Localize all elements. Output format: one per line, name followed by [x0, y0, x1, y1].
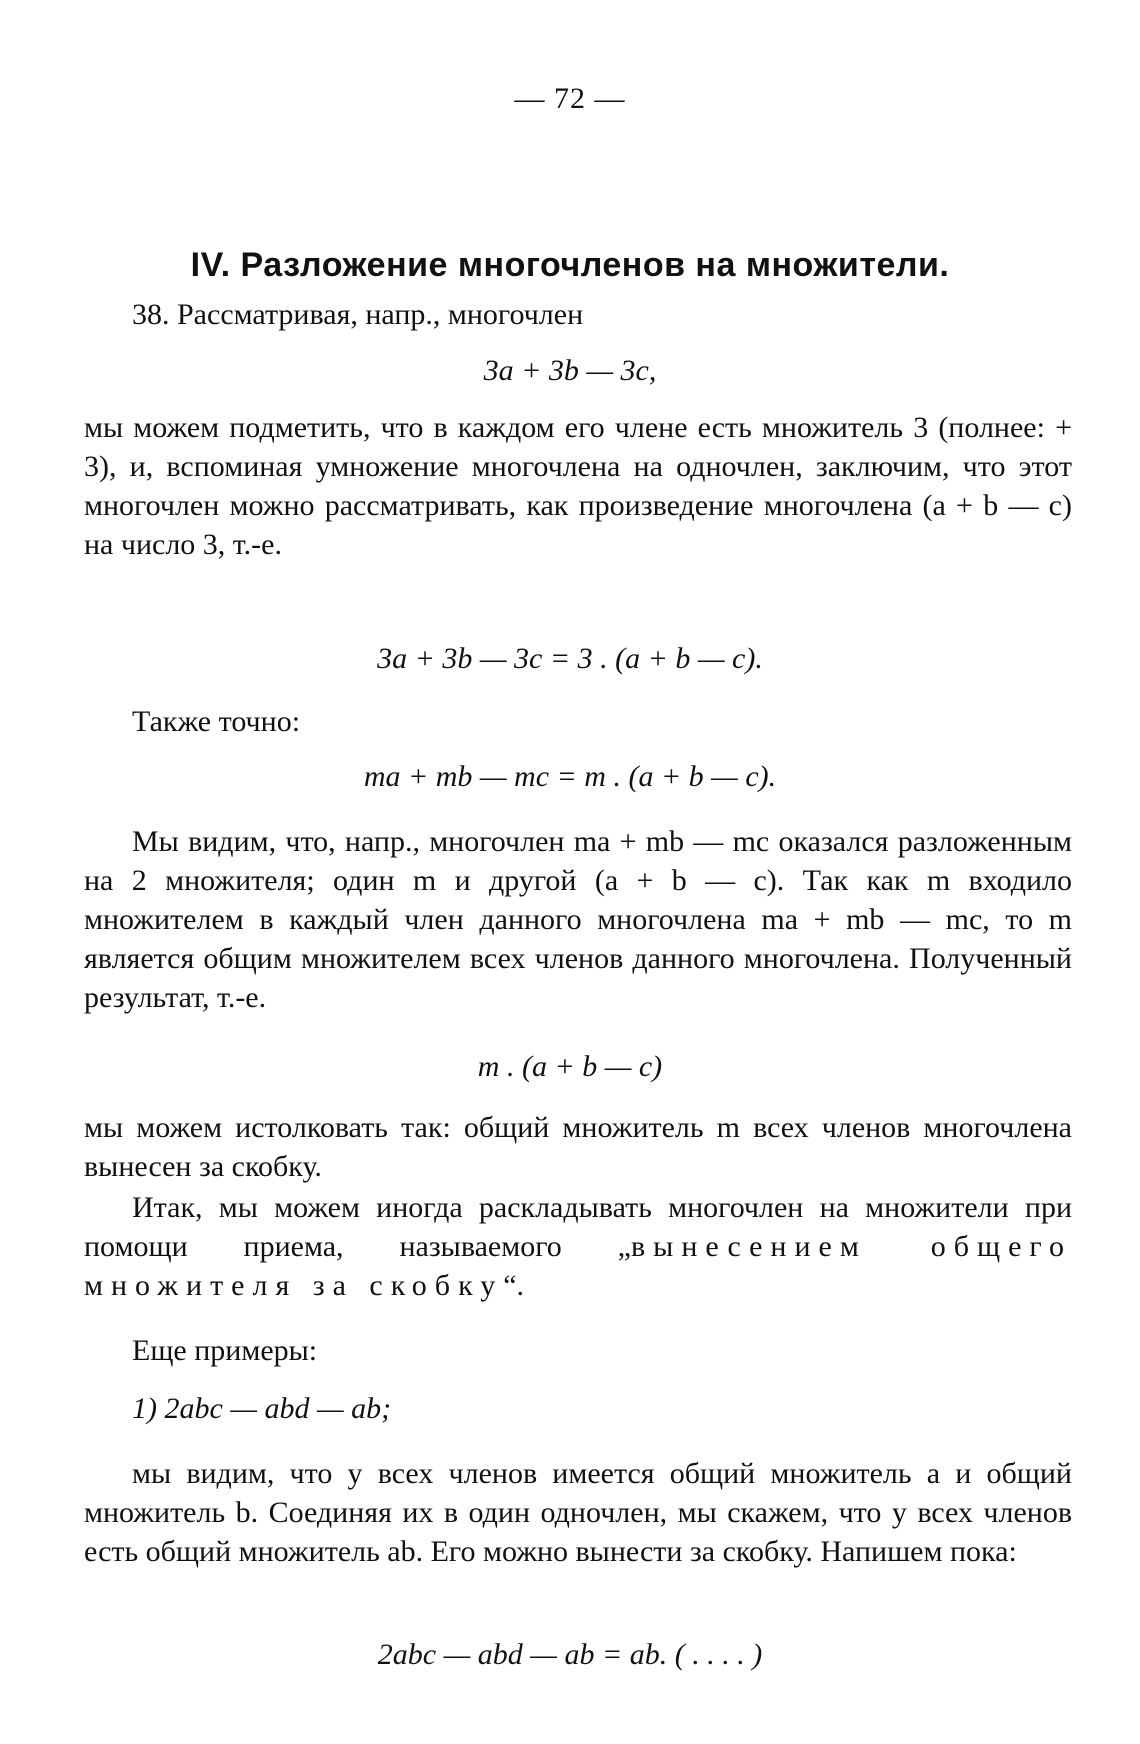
- paragraph-4: мы можем истолковать так: общий множитель m всех членов многочлена вынесен за скобку.: [84, 1111, 1072, 1183]
- paragraph-38-intro: 38. Рассматривая, напр., многочлен: [132, 298, 584, 331]
- formula-5: 2abc — abd — ab = ab. ( . . . . ): [377, 1638, 763, 1671]
- formula-4: m . (a + b — c): [477, 1050, 663, 1083]
- formula-3: ma + mb — mc = m . (a + b — c).: [363, 760, 777, 793]
- paragraph-5-emphasis: вынесением общего множителя за скобку: [84, 1230, 1072, 1302]
- chapter-title: IV. Разложение многочленов на множители.: [190, 246, 950, 284]
- more-examples-label: Еще примеры:: [132, 1334, 318, 1367]
- paragraph-6: мы видим, что у всех членов имеется общий множитель a и общий множитель b. Соединяя их в один одночлен, мы скажем, что у всех членов есть общий множитель ab. Его можно вынести за скобку. Напишем пока:: [84, 1457, 1072, 1568]
- paragraph-2: мы можем подметить, что в каждом его члене есть множитель 3 (полнее: + 3), и, вспоминая умножение многочлена на одночлен, заключим, что этот многочлен можно рассматривать, как произведение многочлена (a + b — c) на число 3, т.-е.: [84, 411, 1072, 561]
- paragraph-5-text: Итак, мы можем иногда раскладывать многочлен на множители при помощи приема, называемого „: [84, 1191, 1072, 1263]
- page-number: — 72 —: [514, 82, 626, 115]
- example-1: 1) 2abc — abd — ab;: [132, 1392, 392, 1425]
- paragraph-5-end: “.: [503, 1269, 525, 1302]
- formula-2: 3a + 3b — 3c = 3 . (a + b — c).: [377, 642, 763, 675]
- paragraph-5: [84, 1188, 1072, 1305]
- formula-1: 3a + 3b — 3c,: [483, 354, 657, 387]
- also-exactly-label: Также точно:: [132, 705, 301, 738]
- paragraph-3: Мы видим, что, напр., многочлен ma + mb — mc оказался разложенным на 2 множителя; один m и другой (a + b — c). Так как m входило множителем в каждый член данного многочлена ma + mb — mc, то m является общим множителем всех членов данного многочлена. Полученный результат, т.-е.: [84, 825, 1072, 1014]
